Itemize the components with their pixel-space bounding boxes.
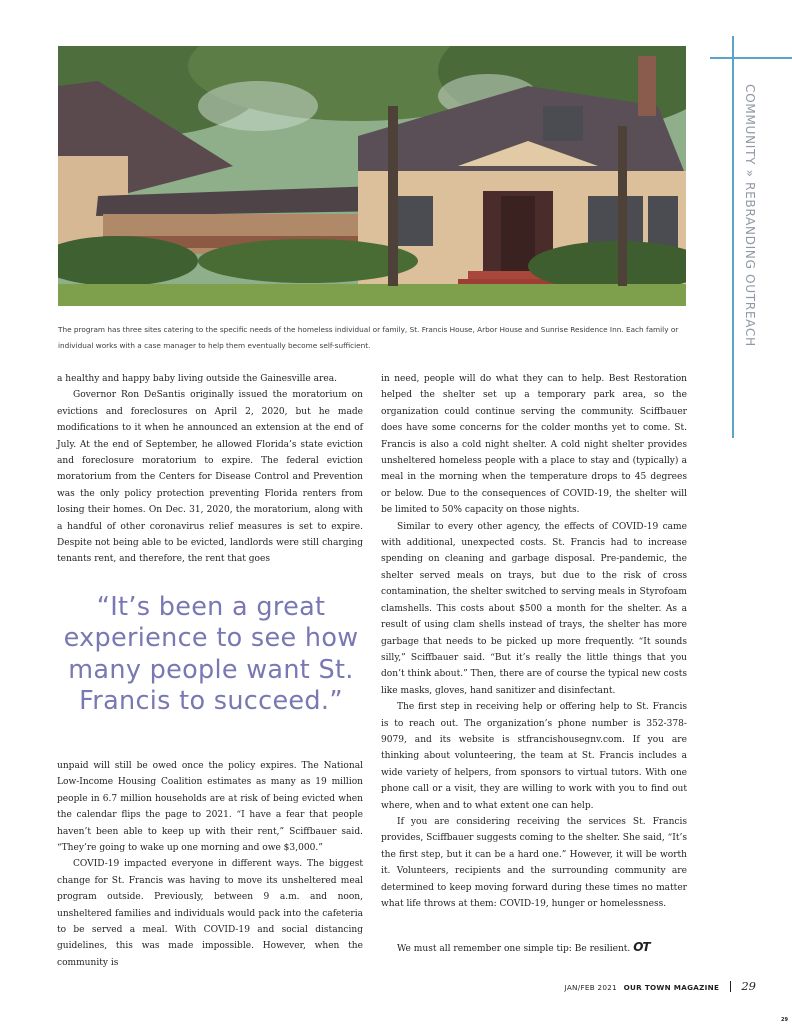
photo-caption: The program has three sites catering to the specific needs of the homeless individual or family, St. Francis House, Arbor House and Sunrise Residence Inn. Each family or individual works with a case manager to help them eventually become self-sufficient. [58, 325, 679, 350]
article-paragraph: unpaid will still be owed once the policy expires. The National Low-Income Housing Coalition estimates as many as 19 million people in 6.7 million households are at risk of being evicted when the calendar flips the page to 2021. “I have a fear that people haven’t been able to keep up with their rent,” Sciffbauer said. “They’re going to wake up one morning and owe $3,000.” [57, 761, 363, 854]
article-photo [58, 46, 686, 306]
page-number: 29 [741, 979, 756, 993]
article-paragraph: COVID-19 impacted everyone in different ways. The biggest change for St. Francis was having to move its unsheltered meal program outside. Previously, between 9 a.m. and noon, unsheltered families and individuals would pack into the cafeteria to be served a meal. With COVID-19 and social distancing guidelines, this was made impossible. However, when the community is [57, 859, 363, 968]
article-paragraph: Similar to every other agency, the effects of COVID-19 came with additional, unexpected costs. St. Francis had to increase spending on cleaning and garbage disposal. Pre-pandemic, the shelter served meals on trays, but due to the risk of cross contamination, the shelter switched to serving meals in Styrofoam clamshells. This costs about $500 a month for the shelter. As a result of using clam shells instead of trays, the shelter has more garbage that needs to be picked up more frequently. “It sounds silly,” Sciffbauer said. “But it’s really the little things that you don’t think about.” Then, there are of course the typical new costs like masks, gloves, hand sanitizer and disinfectant. [381, 521, 687, 696]
footer-magazine-name: OUR TOWN MAGAZINE [623, 983, 720, 992]
article-signoff [397, 940, 650, 954]
article-column-left-bottom [57, 758, 363, 971]
footer-issue: JAN/FEB 2021 [564, 983, 618, 992]
article-paragraph: in need, people will do what they can to help. Best Restoration helped the shelter set up a temporary park area, so the organization could continue serving the community. Sciffbauer does have some concerns for the colder months yet to come. St. Francis is also a cold night shelter. A cold night shelter provides unsheltered homeless people with a place to stay and (typically) a meal in the morning when the temperature drops to 45 degrees or below. Due to the consequences of COVID-19, the shelter will be limited to 50% capacity on those nights. [381, 374, 687, 516]
folio-number: 29 [781, 1017, 788, 1023]
house-illustration [58, 46, 686, 306]
page-footer [565, 979, 756, 993]
sidebar-rule-horizontal [710, 57, 792, 59]
article-column-right [381, 371, 687, 912]
article-paragraph: a healthy and happy baby living outside the Gainesville area. [57, 374, 337, 384]
footer-divider [730, 981, 731, 992]
article-paragraph: The first step in receiving help or offering help to St. Francis is to reach out. The organization’s phone number is 352-378-9079, and its website is stfrancishousegnv.com. If you are thinking about volunteering, the team at St. Francis includes a wide variety of helpers, from sponsors to virtual tutors. With one phone call or a visit, they are willing to work with you to find out where, when and to what extent one can help. [381, 702, 687, 811]
section-label: COMMUNITY » REBRANDING OUTREACH [743, 84, 757, 347]
article-column-left-top [57, 371, 363, 568]
signoff-text: We must all remember one simple tip: Be resilient. [397, 944, 631, 954]
article-paragraph: Governor Ron DeSantis originally issued the moratorium on evictions and foreclosures on April 2, 2020, but he made modifications to it when he announced an extension at the end of July. At the end of September, he allowed Florida’s state eviction and foreclosure moratorium to expire. The federal eviction moratorium from the Centers for Disease Control and Prevention was the only policy protection preventing Florida renters from losing their homes. On Dec. 31, 2020, the moratorium, along with a handful of other coronavirus relief measures is set to expire. Despite not being able to be evicted, landlords were still charging tenants rent, and therefore, the rent that goes [57, 390, 363, 565]
end-mark-logo: OT [633, 940, 650, 954]
sidebar-rule-vertical [732, 36, 734, 438]
article-paragraph: If you are considering receiving the services St. Francis provides, Sciffbauer suggests coming to the shelter. She said, “It’s the first step, but it can be a hard one.” However, it will be worth it. Volunteers, recipients and the surrounding community are determined to keep moving forward during these times no matter what life throws at them: COVID-19, hunger or homelessness. [381, 816, 687, 909]
pull-quote: “It’s been a great experience to see how many people want St. Francis to succeed.” [63, 592, 359, 716]
